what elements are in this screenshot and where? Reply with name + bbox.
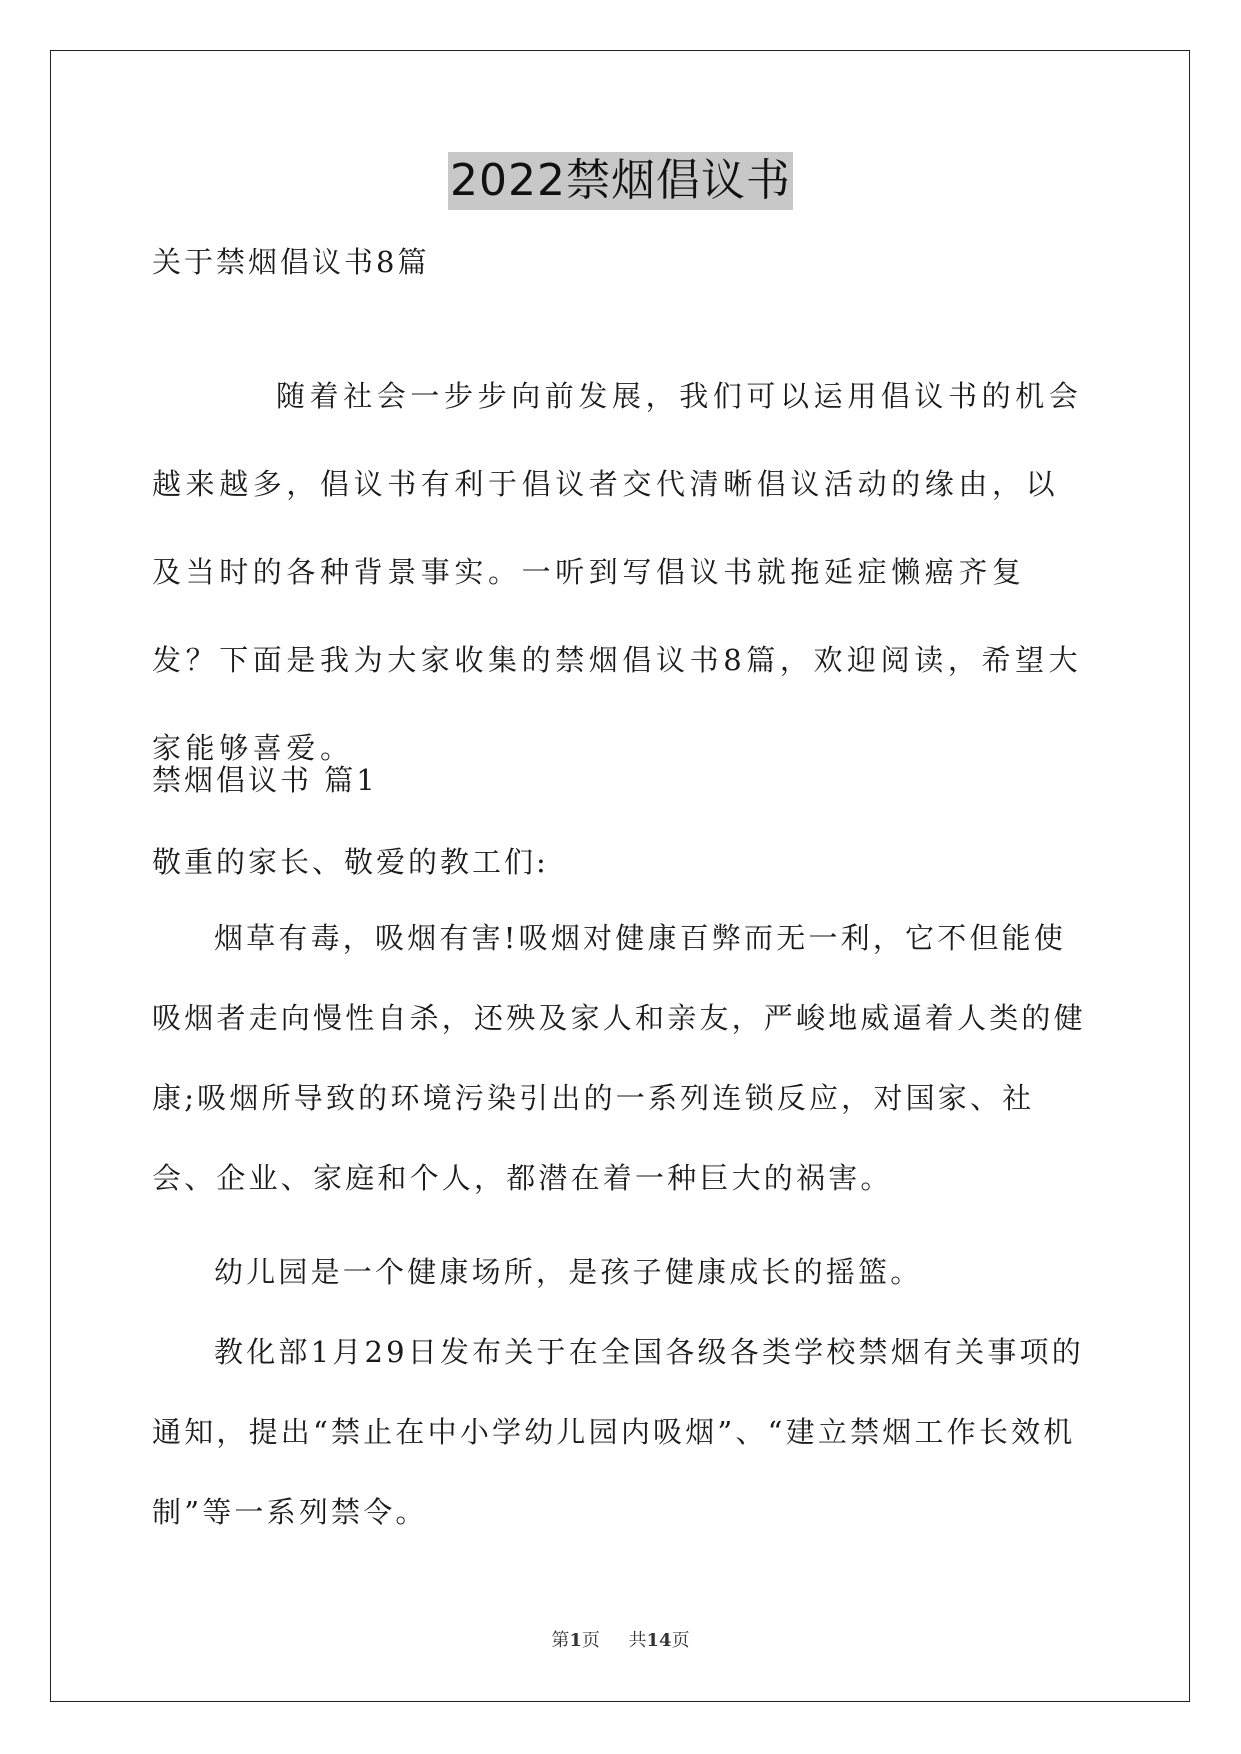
- page-number: 1: [569, 1630, 582, 1651]
- title-wrap: [0, 152, 1241, 210]
- section-heading: 禁烟倡议书 篇1: [152, 763, 378, 797]
- salutation: 敬重的家长、敬爱的教工们:: [152, 845, 549, 879]
- document-subtitle: 关于禁烟倡议书8篇: [152, 245, 430, 279]
- body-paragraph: 幼儿园是一个健康场所，是孩子健康成长的摇篮。: [214, 1255, 923, 1289]
- total-pages: 14: [646, 1630, 672, 1651]
- page-suffix: 页: [581, 1630, 600, 1651]
- total-prefix: 共: [628, 1630, 647, 1651]
- page-prefix: 第: [551, 1630, 570, 1651]
- page-footer: [0, 1626, 1241, 1652]
- body-paragraph: 教化部1月29日发布关于在全国各级各类学校禁烟有关事项的通知，提出“禁止在中小学幼儿园内吸烟”、“建立禁烟工作长效机制”等一系列禁令。: [152, 1335, 1084, 1529]
- document-title: 2022禁烟倡议书: [448, 152, 793, 210]
- intro-paragraph: 随着社会一步步向前发展，我们可以运用倡议书的机会越来越多，倡议书有利于倡议者交代清晰倡议活动的缘由，以及当时的各种背景事实。一听到写倡议书就拖延症懒癌齐复发？下面是我为大家收集的禁烟倡议书8篇，欢迎阅读，希望大家能够喜爱。: [152, 379, 1083, 765]
- body-paragraph: 烟草有毒，吸烟有害!吸烟对健康百弊而无一利，它不但能使吸烟者走向慢性自杀，还殃及家人和亲友，严峻地威逼着人类的健康;吸烟所导致的环境污染引出的一系列连锁反应，对国家、社会、企业、家庭和个人，都潜在着一种巨大的祸害。: [152, 921, 1086, 1195]
- total-suffix: 页: [671, 1630, 690, 1651]
